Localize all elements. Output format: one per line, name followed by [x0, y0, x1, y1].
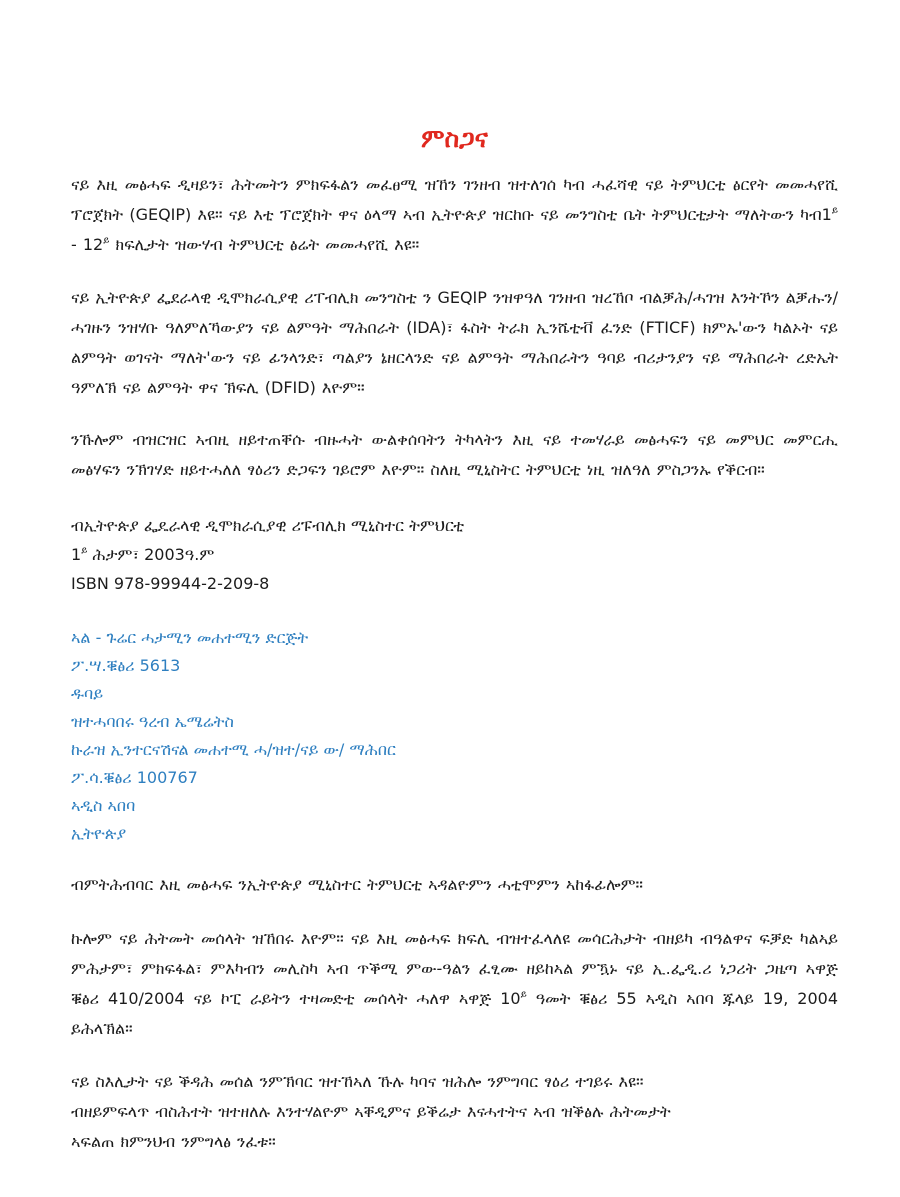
year-ordinal: ይ — [520, 989, 527, 1001]
printer-line: ዱባይ — [71, 684, 104, 703]
image-rights-line: ኣፍልጠ ክምንህብ ንምግላፅ ንፈቱ። — [71, 1132, 276, 1151]
image-rights-paragraph — [71, 1067, 838, 1157]
isbn-line: ISBN 978-99944-2-209-8 — [71, 574, 270, 593]
copyright-paragraph — [71, 924, 838, 1044]
intro-paragraph — [71, 170, 838, 260]
intro-text-end: ክፍሊታት ዝውሃብ ትምህርቲ ፅሬት መመሓየሺ እዩ። — [109, 235, 420, 254]
funding-paragraph: ናይ ኢትዮጵያ ፌደራላዊ ዲሞክራሲያዊ ሪፐብሊክ መንግስቲ ን GEQIP ንዝዋዓለ ገንዘብ ዝረኸቦ ብልቓሕ/ሓገዝ እንትኾን ልቓሑን/ሓገዙን ንዝሃቡ ዓለምለኻውያን ናይ ልምዓት ማሕበራት (IDA)፣ ፋስት ትራክ ኢንሼቲቭ ፈንድ (FTICF) ክምኡ'ውን ካልኦት ናይ ልምዓት ወገናት ማለት'ውን ናይ ፊንላንድ፣ ጣልያን ኔዘርላንድ ናይ ልምዓት ማሕበራትን ዓባይ ብሪታንያን ናይ ማሕበራት ረድኤት ዓምለኽ ናይ ልምዓት ዋና ኽፍሊ (DFID) እዮም። — [71, 288, 838, 397]
printer-line: ኣዲስ ኣበባ — [71, 796, 136, 815]
printer-line: ኩራዝ ኢንተርናሽናል መሐተሚ ሓ/ዝተ/ናይ ው/ ማሕበር — [71, 740, 396, 759]
edition-line — [71, 540, 838, 569]
publisher-block — [71, 511, 838, 598]
year-number: 10 — [500, 989, 521, 1008]
thanks-paragraph: ንኹሎም ብዝርዝር ኣብዚ ዘይተጠቐሱ ብዙሓት ውልቀሰባትን ትካላትን እዚ ናይ ተመሃራይ መፅሓፍን ናይ መምህር መምርሒ መፅሃፍን ንኽገሃድ ዘይተሓለለ ፃዕሪን ድጋፍን ገይሮም እዮም። ስለዚ ሚኒስትር ትምህርቲ ነዚ ዝለዓለ ምስጋንኡ የቕርብ። — [71, 430, 838, 479]
grade-from-ordinal: ይ — [831, 205, 838, 217]
grade-to-ordinal: ይ — [103, 235, 110, 247]
grade-from: 1 — [821, 205, 832, 224]
intro-text: ናይ እዚ መፅሓፍ ዲዛይን፣ ሕትመትን ምክፍፋልን መፈፀሚ ዝኸን ገንዘብ ዝተለገሰ ካብ ሓፈሻዊ ናይ ትምህርቲ ፅርየት መመሓየሺ ፕሮጀክት (GEQIP) እዩ። ናይ እቲ ፕሮጀክት ዋና ዕላማ ኣብ ኢትዮጵያ ዝርከቡ ናይ መንግስቲ ቤት ትምህርቲታት ማለትውን ካብ — [71, 175, 838, 224]
copyright-text: ኩሎም ናይ ሕትመት መሰላት ዝኸበሩ እዮም። ናይ እዚ መፅሓፍ ክፍሊ ብዝተፈላለዩ መሳርሕታት ብዘይካ ብዓልዋና ፍቓድ ካልኣይ ምሕታም፣ ምክፍፋል፣ ምእካብን መሊስካ ኣብ ጥቕሚ ምው-ዓልን ፈፂሙ ዘይከኣል ምዃኑ ናይ ኢ.ፌዲ.ሪ ነጋሪት ጋዜጣ ኣዋጅ ቑፅሪ 410/2004 ናይ ኮፒ ራይትን ተዛመድቲ መሰላት ሓለዋ ኣዋጅ — [71, 929, 838, 1008]
grade-range-dash: - — [71, 235, 83, 254]
distribution-paragraph: ብምትሕብባር እዚ መፅሓፍ ንኢትዮጵያ ሚኒስተር ትምህርቲ ኣዳልዮምን ሓቲሞምን ኣከፋፊሎም። — [71, 875, 644, 894]
edition-number: 1 — [71, 545, 82, 564]
edition-ordinal: ይ — [81, 545, 88, 557]
printer-block — [71, 624, 838, 848]
printer-line: ዝተሓባበሩ ዓረብ ኤሜሬትስ — [71, 712, 234, 731]
printer-line: ፖ.ሳ.ቑፅሪ 100767 — [71, 768, 198, 787]
image-rights-line: ብዘይምፍላጥ ብስሕተት ዝተዘለሉ እንተሃልዮም ኣቐዲምና ይቕሬታ እናሓተትና ኣብ ዝቕፅሉ ሕትመታት — [71, 1102, 671, 1121]
copyright-text-end: ዓመት ቑፅሪ 55 ኣዲስ ኣበባ ጁላይ 19, 2004 ይሕላኽል። — [71, 989, 839, 1038]
printer-line: ፖ.ሣ.ቑፅሪ 5613 — [71, 656, 181, 675]
printer-line: ኣል - ጉሬር ሓታሚን መሐተሚን ድርጅት — [71, 628, 309, 647]
edition-text: ሕታም፣ 2003ዓ.ም — [87, 545, 215, 564]
printer-line: ኢትዮጵያ — [71, 824, 127, 843]
grade-to: 12 — [82, 235, 104, 254]
page-title: ምስጋና — [421, 124, 488, 153]
image-rights-line: ናይ ስእሊታት ናይ ቕዳሕ መሰል ንምኽባር ዝተኸኣለ ኹሉ ካባና ዝሕሎ ንምግባር ፃዕሪ ተገይሩ እዩ። — [71, 1072, 644, 1091]
publisher-name: ብኢትዮጵያ ፌዴራላዊ ዲሞክራሲያዊ ሪፑብሊክ ሚኒስተር ትምህርቲ — [71, 516, 465, 535]
